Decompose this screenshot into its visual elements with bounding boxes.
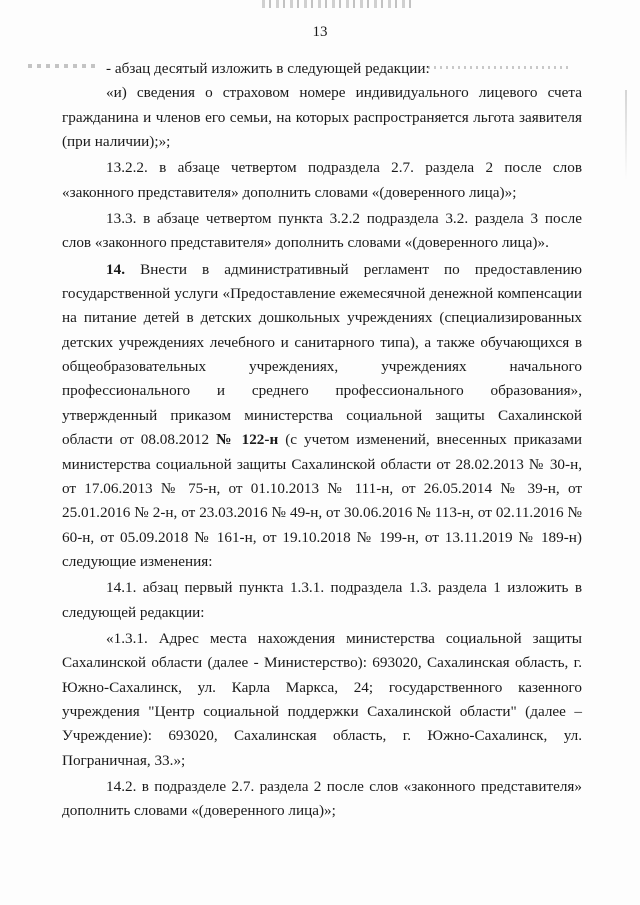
paragraph-text: (с учетом изменений, внесенных приказами министерства социальной защиты Сахалинской области от 28.02.2013 № 30-н, от 17.06.2013 № 75-н, от 01.10.2013 № 111-н, от 26.05.2014 № 39-н, от 25.01.2016 № 2-н, от 23.03.2016 № 49-н, от 30.06.2016 № 113-н, от 02.11.2016 № 60-н, от 05.09.2018 № 161-н, от 19.10.2018 № 199-н, от 13.11.2019 № 189-н) следующие изменения: xyxy=(62,431,582,570)
page-number: 13 xyxy=(312,24,328,40)
order-number: № 122-н xyxy=(216,431,279,449)
scan-artifact xyxy=(262,0,412,8)
paragraph: 13.2.2. в абзаце четвертом подраздела 2.7. раздела 2 после слов «законного представителя» дополнить словами «(доверенного лица)»; xyxy=(62,159,582,201)
paragraph: «1.3.1. Адрес места нахождения министерства социальной защиты Сахалинской области (далее - Министерство): 693020, Сахалинская область, г. Южно-Сахалинск, ул. Карла Маркса, 24; государственного казенного учреждения "Центр социальной поддержки Сахалинской области" (далее – Учреждение): 693020, Сахалинская область, г. Южно-Сахалинск, ул. Пограничная, 33.»; xyxy=(62,629,582,769)
item-number: 14. xyxy=(106,260,125,278)
document-body xyxy=(62,57,582,824)
scan-artifact xyxy=(625,90,627,180)
paragraph: - абзац десятый изложить в следующей редакции: xyxy=(106,60,430,77)
paragraph-text: Внести в административный регламент по предоставлению государственной услуги «Предоставление ежемесячной денежной компенсации на питание детей в детских дошкольных учреждениях (специализированных детских учреждениях лечебного и санитарного типа), а также обучающихся в общеобразовательных учреждениях, учреждениях начального профессионального и среднего профессионального образования», утвержденный приказом министерства социальной защиты Сахалинской области от 08.08.2012 xyxy=(62,260,582,449)
paragraph: 14.2. в подразделе 2.7. раздела 2 после слов «законного представителя» дополнить словами «(доверенного лица)»; xyxy=(62,777,582,820)
paragraph-item-14 xyxy=(62,258,582,574)
paragraph: 14.1. абзац первый пункта 1.3.1. подраздела 1.3. раздела 1 изложить в следующей редакции: xyxy=(62,579,582,621)
paragraph: 13.3. в абзаце четвертом пункта 3.2.2 подраздела 3.2. раздела 3 после слов «законного представителя» дополнить словами «(доверенного лица)». xyxy=(62,210,582,252)
paragraph: «и) сведения о страховом номере индивидуального лицевого счета гражданина и членов его семьи, на которых распространяется льгота заявителя (при наличии);»; xyxy=(62,84,582,151)
